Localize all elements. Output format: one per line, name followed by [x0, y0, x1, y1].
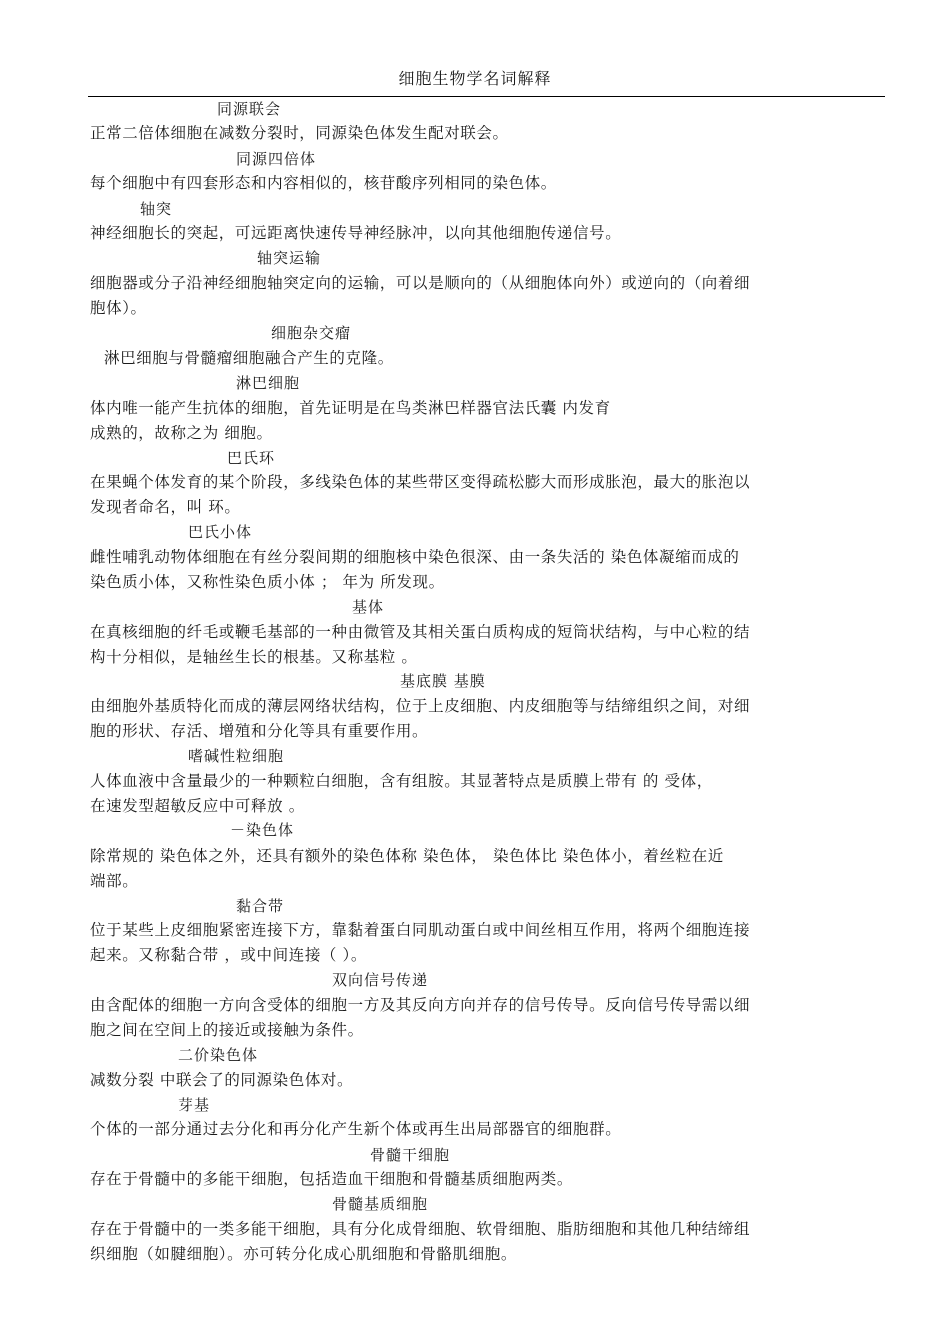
definition: 个体的一部分通过去分化和再分化产生新个体或再生出局部器官的细胞群。 — [90, 1120, 622, 1138]
definition: 由含配体的细胞一方向含受体的细胞一方及其反向方向并存的信号传导。反向信号传导需以细 胞之间在空间上的接近或接触为条件。 — [90, 996, 751, 1039]
term-heading: 轴突运输 — [257, 249, 322, 267]
definition: 每个细胞中有四套形态和内容相似的，核苷酸序列相同的染色体。 — [90, 174, 557, 192]
definition: 除常规的 染色体之外，还具有额外的染色体称 染色体， 染色体比 染色体小，着丝粒在近 端部。 — [90, 847, 724, 890]
definition: 在果蝇个体发育的某个阶段，多线染色体的某些带区变得疏松膨大而形成胀泡，最大的胀泡以 发现者命名，叫 环。 — [90, 473, 751, 516]
term-heading: 骨髓基质细胞 — [332, 1195, 429, 1213]
definition: 由细胞外基质特化而成的薄层网络状结构，位于上皮细胞、内皮细胞等与结缔组织之间，对细 胞的形状、存活、增殖和分化等具有重要作用。 — [90, 697, 751, 740]
term-heading: 基体 — [352, 598, 385, 616]
definition: 减数分裂 中联会了的同源染色体对。 — [90, 1071, 354, 1089]
definition: 细胞器或分子沿神经细胞轴突定向的运输，可以是顺向的（从细胞体向外）或逆向的（向着细 胞体）。 — [90, 274, 751, 317]
definition: 存在于骨髓中的一类多能干细胞，具有分化成骨细胞、软骨细胞、脂肪细胞和其他几种结缔组 织细胞（如腱细胞）。亦可转分化成心肌细胞和骨骼肌细胞。 — [90, 1220, 751, 1263]
term-heading: 同源四倍体 — [236, 150, 317, 168]
term-heading: 黏合带 — [236, 897, 285, 915]
term-heading: 嗜碱性粒细胞 — [188, 747, 285, 765]
definition: 在真核细胞的纤毛或鞭毛基部的一种由微管及其相关蛋白质构成的短筒状结构，与中心粒的结 构十分相似，是轴丝生长的根基。又称基粒 。 — [90, 623, 751, 666]
header-divider — [88, 96, 885, 97]
definition: 体内唯一能产生抗体的细胞，首先证明是在鸟类淋巴样器官法氏囊 内发育 成熟的，故称之为 细胞。 — [90, 399, 611, 442]
definition: 淋巴细胞与骨髓瘤细胞融合产生的克隆。 — [104, 349, 394, 367]
definition: 神经细胞长的突起，可远距离快速传导神经脉冲，以向其他细胞传递信号。 — [90, 224, 622, 242]
term-heading: 淋巴细胞 — [236, 374, 301, 392]
term-heading: 巴氏环 — [227, 449, 276, 467]
page-title: 细胞生物学名词解释 — [398, 69, 552, 88]
term-heading: 二价染色体 — [178, 1046, 259, 1064]
definition: 存在于骨髓中的多能干细胞，包括造血干细胞和骨髓基质细胞两类。 — [90, 1170, 574, 1188]
term-heading: 轴突 — [140, 200, 173, 218]
term-heading: 双向信号传递 — [332, 971, 429, 989]
term-heading: 基底膜 基膜 — [400, 672, 486, 690]
term-heading: 细胞杂交瘤 — [271, 324, 352, 342]
term-heading: －染色体 — [230, 821, 295, 839]
term-heading: 芽基 — [178, 1096, 211, 1114]
definition: 正常二倍体细胞在减数分裂时，同源染色体发生配对联会。 — [90, 124, 509, 142]
definition: 位于某些上皮细胞紧密连接下方，靠黏着蛋白同肌动蛋白或中间丝相互作用，将两个细胞连接 起来。又称黏合带 ，或中间连接（ ）。 — [90, 921, 751, 964]
term-heading: 骨髓干细胞 — [370, 1146, 451, 1164]
term-heading: 同源联会 — [217, 100, 282, 118]
definition: 人体血液中含量最少的一种颗粒白细胞，含有组胺。其显著特点是质膜上带有 的 受体， 在速发型超敏反应中可释放 。 — [90, 772, 713, 815]
definition: 雌性哺乳动物体细胞在有丝分裂间期的细胞核中染色很深、由一条失活的 染色体凝缩而成的 染色质小体，又称性染色质小体 ； 年为 所发现。 — [90, 548, 740, 591]
term-heading: 巴氏小体 — [188, 523, 253, 541]
